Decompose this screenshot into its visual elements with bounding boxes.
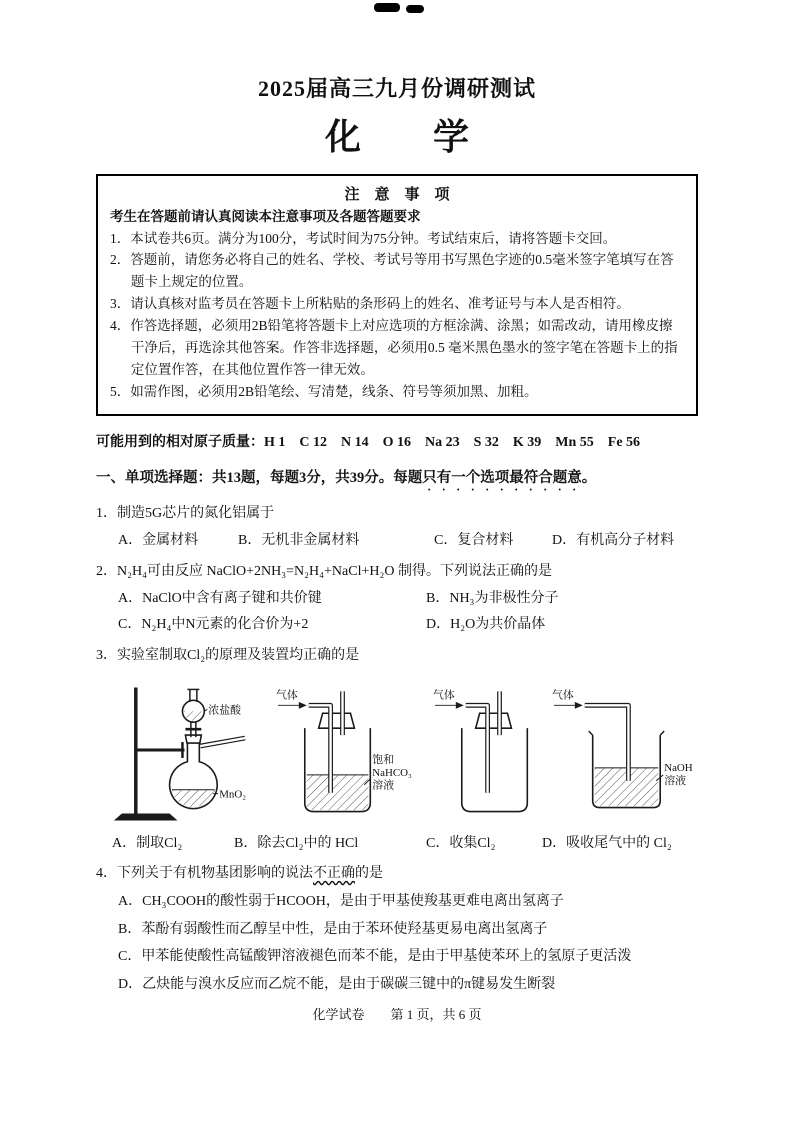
conc-hcl-label: 浓盐酸 (208, 703, 241, 716)
apparatus-collection-bottle-diagram (430, 671, 541, 829)
flask-stopper (185, 735, 201, 743)
question-2 (96, 561, 698, 636)
atomic-masses-line: 可能用到的相对原子质量：H 1 C 12 N 14 O 16 Na 23 S 32 K 39 Mn 55 Fe 56 (96, 435, 641, 451)
gas-arrowhead (299, 701, 307, 708)
apparatus-washing-bottle-diagram (273, 671, 422, 829)
beaker-lip (660, 731, 664, 735)
notice-item-1: 1．本试卷共6页。满分为100分，考试时间为75分钟。考试结束后，请将答题卡交回。 (110, 230, 617, 246)
q3-option-b: B．除去Cl₂中的 HCl (234, 835, 359, 851)
q4-stem-pre: 4．下列关于有机物基团影响的说法 (96, 866, 313, 882)
bottle-body (462, 728, 528, 811)
bottle-liquid (307, 774, 369, 810)
delivery-tube (200, 738, 245, 746)
subject-title: 化 学 (324, 117, 469, 157)
question-3-stem: 3．实验室制取Cl₂的原理及装置均正确的是 (96, 647, 360, 663)
q1-option-a: A．金属材料 (118, 533, 199, 549)
question-2-options-row2 (96, 614, 698, 636)
solution-label: 溶液 (664, 774, 687, 787)
bottle-stopper (319, 713, 355, 728)
q2-option-c: C．N₂H₄中N元素的化合价为+2 (118, 617, 309, 633)
question-2-stem: 2．N₂H₄可由反应 NaClO+2NH₃=N₂H₄+NaCl+H₂O 制得。下列说法正确的是 (96, 563, 552, 579)
q1-option-c: C．复合材料 (434, 533, 514, 549)
section-one-header-tail: 。 (581, 470, 597, 487)
q4-stem-emphasis: 不正确 (313, 866, 355, 882)
solution-label: 溶液 (372, 779, 394, 792)
mno2-label: MnO₂ (219, 788, 247, 801)
notice-item-5: 5．如需作图，必须用2B铅笔绘、写清楚，线条、符号等须加黑、加粗。 (110, 383, 538, 399)
section-one-header-main: 一、单项选择题：共13题，每题3分，共39分。每题 (96, 470, 423, 487)
notice-intro: 考生在答题前请认真阅读本注意事项及各题答题要求 (110, 209, 421, 224)
q4-option-d: D．乙炔能与溴水反应而乙烷不能，是由于碳碳三键中的π键易发生断裂 (118, 977, 556, 993)
question-3-diagrams (106, 671, 698, 829)
q4-option-a: A．CH₃COOH的酸性弱于HCOOH，是由于甲基使羧基更难电离出氢离子 (118, 893, 564, 909)
question-3-options (96, 833, 698, 855)
scan-artifact-mark (374, 3, 400, 12)
question-4-stem (96, 863, 698, 885)
notice-header: 注 意 事 项 (344, 187, 450, 203)
q1-option-d: D．有机高分子材料 (552, 533, 675, 549)
page-footer: 化学试卷 第 1 页，共 6 页 (312, 1007, 482, 1022)
question-4 (96, 863, 698, 995)
q2-option-b: B．NH₃为非极性分子 (426, 590, 559, 606)
funnel-liquid (182, 711, 204, 722)
notice-item-2: 2．答题前，请您务必将自己的姓名、学校、考试号等用书写黑色字迹的0.5毫米签字笔填写在答题卡上规定的位置。 (110, 252, 674, 290)
notice-box (96, 174, 698, 416)
section-one-header (96, 466, 698, 494)
scan-artifact-mark (406, 5, 424, 13)
notice-item-4: 4．作答选择题，必须用2B铅笔将答题卡上对应选项的方框涂满、涂黑；如需改动，请用橡皮擦干净后，再选涂其他答案。作答非选择题，必须用0.5 毫米黑色墨水的签字笔在答题卡上的指定位置作答，在其他位置作答一律无效。 (110, 318, 678, 377)
question-1-options (96, 530, 698, 552)
stand-base (114, 813, 178, 820)
apparatus-generator-diagram (106, 671, 265, 829)
section-one-header-emphasis: 只有一个选项最符合题意 (422, 470, 582, 487)
q2-option-d: D．H₂O为共价晶体 (426, 617, 546, 633)
q3-option-d: D．吸收尾气中的 Cl₂ (542, 835, 672, 851)
q4-option-b: B．苯酚有弱酸性而乙醇呈中性，是由于苯环使羟基更易电离出氢离子 (118, 921, 548, 937)
gas-arrowhead (575, 701, 583, 708)
nahco3-label: NaHCO₃ (372, 766, 412, 779)
beaker-lip (589, 731, 593, 735)
bottle-stopper (476, 713, 512, 728)
question-3 (96, 645, 698, 854)
question-1 (96, 503, 698, 551)
q3-option-a: A．制取Cl₂ (112, 835, 183, 851)
gas-label: 气体 (275, 688, 298, 701)
notice-item-3: 3．请认真核对监考员在答题卡上所粘贴的条形码上的姓名、准考证号与本人是否相符。 (110, 296, 630, 312)
naoh-label: NaOH (664, 761, 693, 774)
exam-title: 2025届高三九月份调研测试 (257, 76, 536, 101)
apparatus-beaker-diagram (549, 671, 698, 829)
q3-option-c: C．收集Cl₂ (426, 835, 496, 851)
gas-label: 气体 (552, 688, 574, 701)
q4-stem-tail: 的是 (355, 866, 383, 882)
gas-label: 气体 (432, 688, 455, 701)
gas-arrowhead (456, 701, 464, 708)
q2-option-a: A．NaClO中含有离子键和共价键 (118, 590, 322, 606)
question-1-stem: 1．制造5G芯片的氮化铝属于 (96, 506, 275, 522)
q4-option-c: C．甲苯能使酸性高锰酸钾溶液褪色而苯不能，是由于甲基使苯环上的氢原子更活泼 (118, 949, 632, 965)
saturated-label: 饱和 (372, 753, 394, 766)
question-2-options-row1 (96, 588, 698, 610)
q1-option-b: B．无机非金属材料 (238, 533, 360, 549)
